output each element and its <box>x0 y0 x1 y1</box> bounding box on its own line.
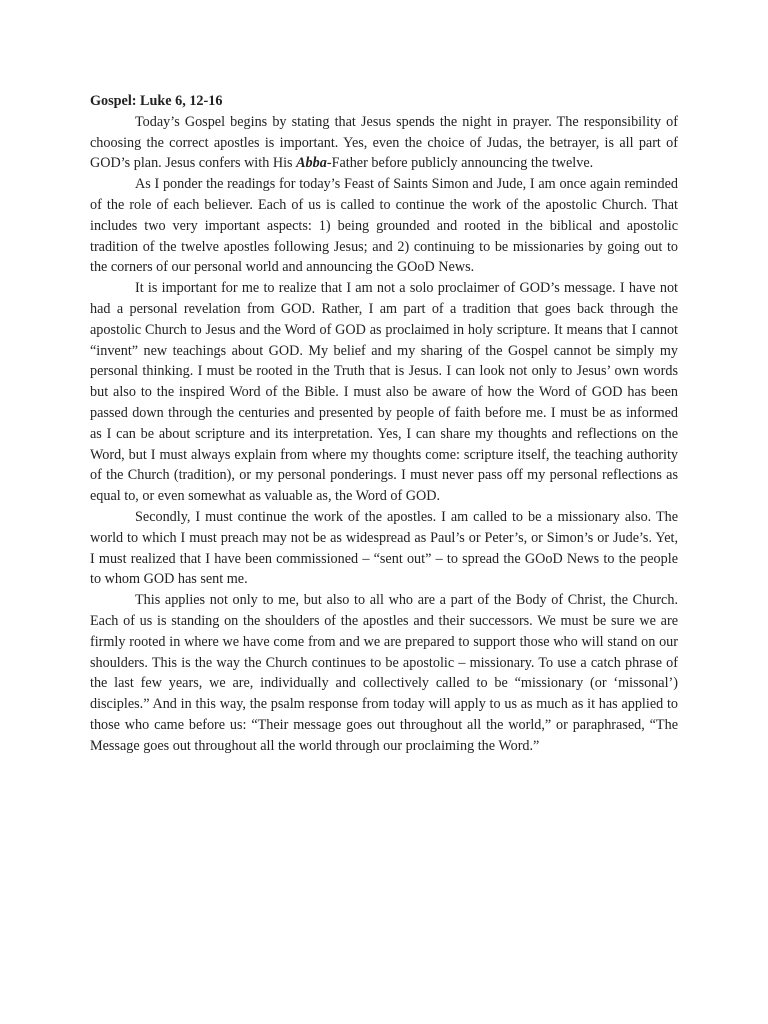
abba-emphasis: Abba <box>296 155 327 172</box>
paragraph-4: Secondly, I must continue the work of the apostles. I am called to be a missionary also. The world to which I must preach may not be as widespread as Paul’s or Peter’s, or Simon’s or Jude’s. Yet, I must realized that I have been commissioned – “sent out” – to spread the GOoD News to the people to whom GOD has sent me. <box>90 508 678 588</box>
paragraph-3: It is important for me to realize that I am not a solo proclaimer of GOD’s message. I have not had a personal revelation from GOD. Rather, I am part of a tradition that goes back through the apostolic Church to Jesus and the Word of GOD as proclaimed in holy scripture. It means that I cannot “invent” new teachings about GOD. My belief and my sharing of the Gospel cannot be simply my personal thinking. I must be rooted in the Truth that is Jesus. I can look not only to Jesus’ own words but also to the inspired Word of the Bible. I must also be aware of how the Word of GOD has been passed down through the centuries and presented by people of faith before me. I must be as informed as I can be about scripture and its interpretation. Yes, I can share my thoughts and reflections on the Word, but I must always explain from where my thoughts come: scripture itself, the teaching authority of the Church (tradition), or my personal ponderings. I must never pass off my personal reflections as equal to, or even somewhat as valuable as, the Word of GOD. <box>90 280 678 505</box>
paragraph-1-text-end: -Father before publicly announcing the twelve. <box>326 155 594 172</box>
paragraph-5: This applies not only to me, but also to all who are a part of the Body of Christ, the Church. Each of us is standing on the shoulders of the apostles and their successors. We must be sure we are firmly rooted in where we have come from and we are prepared to support those who will stand on our shoulders. This is the way the Church continues to be apostolic – missionary. To use a catch phrase of the last few years, we are, individually and collectively called to be “missionary (or ‘missonal’) disciples.” And in this way, the psalm response from today will apply to us as much as it has applied to those who came before us: “Their message goes out throughout all the world,” or paraphrased, “The Message goes out throughout all the world through our proclaiming the Word.” <box>90 592 678 754</box>
paragraph-1-text-start: Today’s Gospel begins by stating that Jesus spends the night in prayer. The responsibility of choosing the correct apostles is important. Yes, even the choice of Judas, the betrayer, is all part of GOD’s plan. Jesus confers with His <box>90 113 678 172</box>
document-title: Gospel: Luke 6, 12-16 <box>90 93 223 109</box>
paragraph-1 <box>90 112 678 174</box>
paragraph-2: As I ponder the readings for today’s Feast of Saints Simon and Jude, I am once again reminded of the role of each believer. Each of us is called to continue the work of the apostolic Church. That includes two very important aspects: 1) being grounded and rooted in the biblical and apostolic tradition of the twelve apostles following Jesus; and 2) continuing to be missionaries by going out to the corners of our personal world and announcing the GOoD News. <box>90 176 678 276</box>
document-page <box>90 91 678 757</box>
